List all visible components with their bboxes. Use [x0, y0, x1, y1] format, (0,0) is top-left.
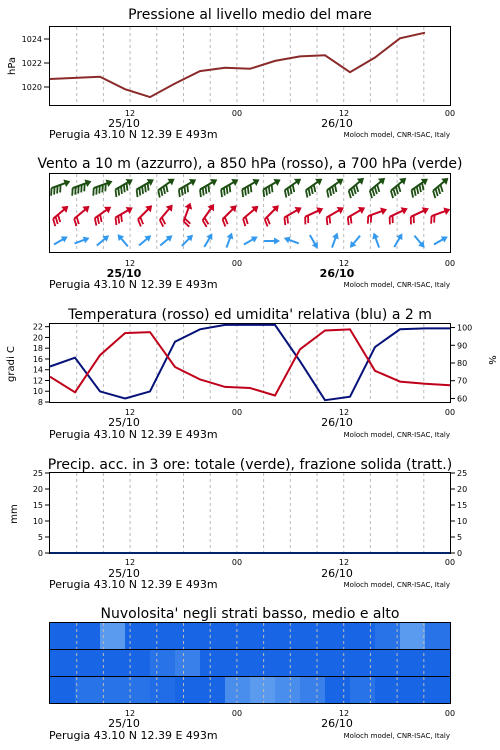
precip-title: Precip. acc. in 3 ore: totale (verde), frazione solida (tratt.)	[47, 457, 453, 473]
temperature-panel	[6, 307, 497, 441]
cloud-cell	[125, 650, 151, 677]
cloud-cell	[150, 677, 176, 704]
ytick-label: 100	[457, 323, 473, 333]
cloud-cell	[200, 677, 226, 704]
cloud-cell	[250, 650, 276, 677]
cloud-cell	[275, 677, 301, 704]
precip-panel	[9, 457, 467, 591]
location-label: Perugia 43.10 N 12.39 E 493m	[49, 128, 218, 141]
xtick-label: 12	[338, 558, 350, 567]
wind-barb-850hpa	[322, 204, 347, 225]
ytick-label: 70	[457, 376, 468, 386]
cloud-title: Nuvolosita' negli strati basso, medio e alto	[100, 606, 400, 622]
wind-barb-850hpa	[133, 202, 157, 226]
wind-barb-10m	[115, 232, 131, 249]
xtick-label: 12	[338, 109, 350, 118]
xtick-label: 12	[124, 408, 136, 417]
wind-barb-850hpa	[111, 204, 136, 225]
ytick-label: 60	[457, 394, 468, 404]
cloud-cell	[75, 677, 101, 704]
wind-barb-700hpa	[132, 176, 157, 197]
date-label: 26/10	[321, 717, 353, 730]
cloud-cell	[325, 677, 351, 704]
xtick-label: 00	[231, 558, 243, 567]
xtick-label: 00	[231, 109, 243, 118]
cloud-cell	[400, 650, 426, 677]
cloud-cell	[125, 623, 151, 650]
cloud-cell	[200, 623, 226, 650]
ytick-label: 25	[457, 469, 468, 478]
wind-barb-850hpa	[90, 203, 115, 225]
ytick-label: 0	[37, 549, 43, 558]
ytick-label: 20	[32, 485, 43, 494]
wind-title: Vento a 10 m (azzurro), a 850 hPa (rosso), a 700 hPa (verde)	[37, 156, 463, 172]
temperature-title: Temperatura (rosso) ed umidita' relativa (blu) a 2 m	[68, 307, 432, 323]
pressure-ytick-label: 1022	[21, 59, 42, 68]
temperature-yticks	[33, 323, 50, 407]
wind-barb-700hpa	[68, 177, 93, 195]
pressure-plot-frame	[50, 27, 451, 106]
cloud-cell	[50, 677, 76, 704]
ytick-label: 8	[37, 398, 43, 407]
wind-barb-850hpa	[343, 204, 368, 225]
location-label: Perugia 43.10 N 12.39 E 493m	[49, 578, 218, 591]
xtick-label: 00	[444, 109, 456, 118]
precip-plot-frame	[50, 473, 451, 554]
cloud-cell	[50, 650, 76, 677]
pressure-time-axis	[49, 109, 455, 141]
wind-barb-700hpa	[111, 176, 136, 197]
wind-barb-850hpa	[179, 201, 197, 226]
wind-barb-850hpa	[238, 203, 263, 226]
cloud-cell	[325, 623, 351, 650]
wind-barb-850hpa	[427, 205, 452, 223]
cloud-cell	[125, 677, 151, 704]
wind-barb-10m	[307, 233, 321, 250]
wind-barb-700hpa	[217, 176, 242, 197]
pressure-panel	[7, 7, 455, 141]
wind-time-axis	[49, 259, 455, 291]
wind-barb-700hpa	[407, 175, 432, 197]
xtick-label: 00	[231, 709, 243, 718]
ytick-label: 20	[457, 485, 468, 494]
model-credit: Moloch model, CNR-ISAC, Italy	[343, 581, 450, 589]
wind-barb-700hpa	[47, 177, 72, 195]
cloud-panel	[49, 606, 455, 742]
humidity-yticks	[450, 324, 472, 404]
cloud-cell	[175, 677, 201, 704]
ytick-label: 10	[457, 517, 468, 526]
wind-barb-10m	[412, 233, 428, 250]
model-credit: Moloch model, CNR-ISAC, Italy	[343, 431, 450, 439]
wind-barb-700hpa	[174, 176, 199, 197]
ytick-label: 25	[32, 469, 43, 478]
wind-barb-10m	[329, 231, 341, 248]
temperature-ylabel: gradi C	[6, 346, 17, 382]
cloud-cell	[75, 650, 101, 677]
date-label: 25/10	[108, 717, 140, 730]
cloud-cell	[225, 677, 251, 704]
xtick-label: 12	[124, 709, 136, 718]
precip-yticks-right	[450, 469, 467, 558]
cloud-cell	[150, 623, 176, 650]
cloud-cell	[275, 623, 301, 650]
cloud-cell	[175, 650, 201, 677]
ytick-label: 18	[32, 344, 43, 354]
wind-barb-850hpa	[198, 202, 220, 227]
wind-barb-700hpa	[365, 175, 390, 198]
wind-barb-850hpa	[48, 203, 73, 226]
xtick-label: 00	[444, 259, 456, 268]
location-label: Perugia 43.10 N 12.39 E 493m	[49, 278, 218, 291]
cloud-time-axis	[49, 709, 455, 742]
ytick-label: 20	[32, 333, 43, 343]
pressure-title: Pressione al livello medio del mare	[128, 7, 372, 23]
model-credit: Moloch model, CNR-ISAC, Italy	[343, 732, 450, 740]
ytick-label: 10	[32, 387, 43, 397]
ytick-label: 10	[32, 517, 43, 526]
date-label: 25/10	[108, 117, 140, 130]
wind-barb-700hpa	[386, 175, 411, 198]
ytick-label: 90	[457, 341, 468, 351]
date-label: 26/10	[321, 416, 353, 429]
wind-barb-10m	[52, 233, 69, 247]
pressure-series-line	[50, 33, 425, 97]
cloud-cell	[275, 650, 301, 677]
location-label: Perugia 43.10 N 12.39 E 493m	[49, 428, 218, 441]
wind-barb-10m	[283, 235, 300, 247]
cloud-cell	[250, 623, 276, 650]
cloud-cell	[300, 677, 326, 704]
wind-barb-10m	[242, 233, 259, 247]
wind-panel	[37, 156, 462, 291]
date-label: 25/10	[108, 567, 140, 580]
cloud-cell	[350, 677, 376, 704]
wind-barb-850hpa	[280, 204, 305, 225]
ytick-label: 15	[457, 501, 468, 510]
date-label: 26/10	[319, 267, 355, 280]
cloud-cell	[350, 623, 376, 650]
date-label: 26/10	[321, 567, 353, 580]
wind-barb-700hpa	[428, 175, 453, 198]
wind-barb-10m	[137, 233, 154, 249]
wind-barb-10m	[391, 231, 405, 248]
cloud-cell	[400, 623, 426, 650]
wind-barb-700hpa	[280, 175, 305, 197]
cloud-cell	[175, 623, 201, 650]
wind-barbs	[47, 175, 453, 251]
wind-barb-850hpa	[364, 205, 389, 223]
cloud-cell	[400, 677, 426, 704]
cloud-cell	[225, 650, 251, 677]
precip-ylabel: mm	[9, 504, 20, 524]
precip-time-axis	[49, 558, 455, 591]
xtick-label: 12	[338, 259, 350, 268]
cloud-cell	[425, 677, 451, 704]
xtick-label: 12	[338, 408, 350, 417]
ytick-label: 12	[32, 376, 43, 386]
xtick-label: 12	[124, 109, 136, 118]
cloud-heatmap	[50, 623, 451, 704]
ytick-label: 15	[32, 501, 43, 510]
date-label: 26/10	[321, 117, 353, 130]
xtick-label: 12	[338, 709, 350, 718]
temperature-time-axis	[49, 408, 455, 441]
wind-barb-700hpa	[195, 176, 220, 197]
cloud-cell	[325, 650, 351, 677]
wind-barb-10m	[223, 231, 235, 248]
date-label: 25/10	[108, 416, 140, 429]
model-credit: Moloch model, CNR-ISAC, Italy	[343, 131, 450, 139]
temperature-series-line	[50, 329, 450, 395]
precip-vertical-grid	[77, 473, 424, 553]
ytick-label: 16	[32, 354, 43, 364]
cloud-cell	[250, 677, 276, 704]
cloud-cell	[300, 650, 326, 677]
ytick-label: 14	[32, 365, 43, 375]
cloud-cell	[425, 650, 451, 677]
wind-barb-10m	[432, 233, 449, 247]
wind-barb-10m	[179, 232, 195, 248]
precip-yticks-left	[33, 469, 50, 558]
wind-barb-10m	[264, 238, 280, 245]
xtick-label: 00	[231, 259, 243, 268]
wind-barb-700hpa	[301, 175, 326, 197]
wind-barb-10m	[158, 233, 175, 249]
pressure-yticks	[22, 35, 49, 92]
pressure-vertical-grid	[77, 27, 424, 105]
wind-barb-700hpa	[90, 177, 115, 195]
xtick-label: 00	[444, 408, 456, 417]
xtick-label: 12	[124, 259, 136, 268]
wind-barb-850hpa	[301, 205, 326, 225]
wind-barb-10m	[73, 235, 90, 247]
wind-barb-10m	[201, 231, 215, 248]
wind-barb-850hpa	[385, 205, 410, 225]
cloud-cell	[50, 623, 76, 650]
pressure-ytick-label: 1020	[21, 83, 42, 92]
humidity-ylabel: %	[486, 355, 497, 365]
ytick-label: 5	[457, 533, 463, 542]
wind-barb-10m	[347, 233, 363, 250]
cloud-cell	[200, 650, 226, 677]
wind-barb-850hpa	[155, 202, 178, 227]
cloud-cell	[300, 623, 326, 650]
xtick-label: 00	[231, 408, 243, 417]
model-credit: Moloch model, CNR-ISAC, Italy	[343, 281, 450, 289]
cloud-cell	[225, 623, 251, 650]
wind-barb-700hpa	[344, 175, 369, 198]
ytick-label: 5	[37, 533, 43, 542]
ytick-label: 22	[32, 322, 43, 332]
wind-barb-700hpa	[259, 176, 284, 197]
location-label: Perugia 43.10 N 12.39 E 493m	[49, 729, 218, 742]
temperature-vertical-grid	[77, 324, 424, 402]
cloud-cell	[75, 623, 101, 650]
wind-barb-700hpa	[238, 176, 263, 197]
cloud-cell	[150, 650, 176, 677]
wind-barb-850hpa	[406, 205, 431, 225]
xtick-label: 12	[124, 558, 136, 567]
date-label: 25/10	[106, 267, 142, 280]
cloud-cell	[350, 650, 376, 677]
wind-barb-850hpa	[69, 203, 94, 226]
ytick-label: 80	[457, 359, 468, 368]
ytick-label: 0	[457, 549, 463, 558]
pressure-ytick-label: 1024	[21, 35, 42, 44]
wind-barb-850hpa	[218, 202, 242, 226]
cloud-cell	[425, 623, 451, 650]
xtick-label: 00	[444, 709, 456, 718]
pressure-ylabel: hPa	[7, 56, 18, 76]
wind-barb-10m	[370, 231, 382, 248]
xtick-label: 00	[444, 558, 456, 567]
